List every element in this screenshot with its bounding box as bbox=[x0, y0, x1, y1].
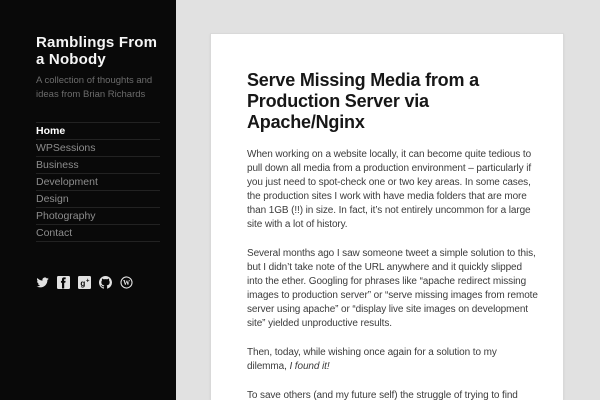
nav-item-development[interactable]: Development bbox=[36, 173, 160, 190]
sidebar bbox=[0, 0, 176, 400]
article-card bbox=[210, 33, 564, 400]
post-paragraph-3-lead: Then, today, while wishing once again for a solution to my dilemma, bbox=[247, 347, 497, 372]
nav-item-contact[interactable]: Contact bbox=[36, 224, 160, 241]
social-links bbox=[36, 276, 160, 289]
nav-item-design[interactable]: Design bbox=[36, 190, 160, 207]
nav-item-photography[interactable]: Photography bbox=[36, 207, 160, 224]
wordpress-icon[interactable] bbox=[120, 276, 133, 289]
post-paragraph-3-emphasis: I found it! bbox=[289, 361, 330, 372]
twitter-icon[interactable] bbox=[36, 276, 49, 289]
post-body bbox=[247, 148, 538, 400]
post-paragraph-2: Several months ago I saw someone tweet a simple solution to this, but I didn’t take note of the URL anywhere and it quickly slipped into the ether. Googling for phrases like “apache redirect missing images to production server” or “serve missing images from remote server using apache” or “display live site images on development site” yielded unproductive results. bbox=[247, 248, 538, 329]
nav-item-home[interactable]: Home bbox=[36, 122, 160, 139]
github-icon[interactable] bbox=[99, 276, 112, 289]
svg-text:W: W bbox=[122, 278, 131, 287]
post-paragraph-1: When working on a website locally, it can become quite tedious to pull down all media from a production environment – particularly if you just need to spot-check one or two key areas. In some cases, the production sites I work with have media folders that are more than 1GB (!!) in size. In fact, it’s not entirely uncommon for a large site with a lot of history. bbox=[247, 149, 532, 230]
post-paragraph-4: To save others (and my future self) the struggle of trying to find bbox=[247, 390, 518, 400]
primary-nav bbox=[36, 122, 160, 242]
site-tagline: A collection of thoughts and ideas from Brian Richards bbox=[36, 75, 153, 100]
site-title[interactable]: Ramblings From a Nobody bbox=[36, 34, 158, 68]
google-plus-icon[interactable] bbox=[78, 276, 91, 289]
post-paragraph-3 bbox=[247, 346, 539, 374]
facebook-icon[interactable] bbox=[57, 276, 70, 289]
svg-text:g: g bbox=[80, 278, 86, 288]
nav-item-business[interactable]: Business bbox=[36, 156, 160, 173]
svg-text:+: + bbox=[86, 278, 90, 285]
nav-item-wpsessions[interactable]: WPSessions bbox=[36, 139, 160, 156]
post-title[interactable]: Serve Missing Media from a Production Server via Apache/Nginx bbox=[247, 70, 479, 132]
